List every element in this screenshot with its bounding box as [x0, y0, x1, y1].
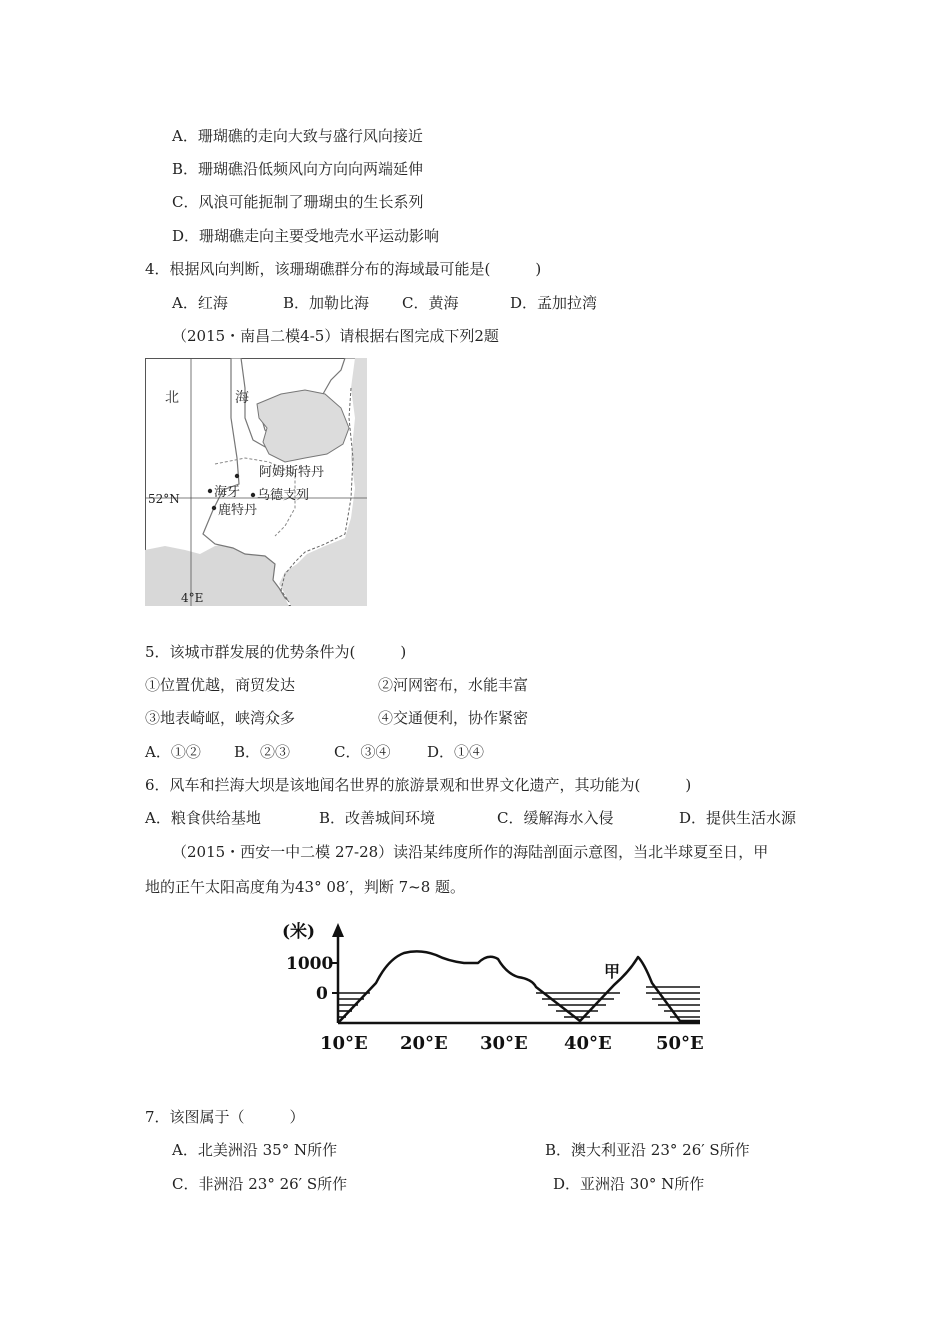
q4-option-c: C．黄海: [402, 294, 459, 312]
intro-xian-line1: （2015・西安一中二模 27-28）读沿某纬度所作的海陆剖面示意图，当北半球夏至日，甲: [172, 843, 769, 861]
q5-item-4: ④交通便利，协作紧密: [378, 709, 529, 727]
land-sea-profile-diagram: [280, 915, 710, 1055]
profile-x-tick-30e: 30°E: [480, 1033, 528, 1054]
q5-item-3: ③地表崎岖，峡湾众多: [145, 709, 296, 727]
q7-option-c: C．非洲沿 23° 26′ S所作: [172, 1175, 348, 1193]
profile-x-tick-50e: 50°E: [656, 1033, 704, 1054]
map-label-lat: 52°N: [148, 492, 180, 506]
q3-option-d: D．珊瑚礁走向主要受地壳水平运动影响: [172, 227, 440, 245]
profile-x-tick-40e: 40°E: [564, 1033, 612, 1054]
profile-x-tick-20e: 20°E: [400, 1033, 448, 1054]
q3-option-b: B．珊瑚礁沿低频风向方向向两端延伸: [172, 160, 424, 178]
hague-dot: [208, 489, 212, 493]
intro-xian-line2: 地的正午太阳高度角为43° 08′，判断 7~8 题。: [145, 878, 466, 896]
q7-option-a: A．北美洲沿 35° N所作: [172, 1141, 338, 1159]
map-label-lon: 4°E: [181, 591, 204, 605]
q6-option-c: C．缓解海水入侵: [497, 809, 614, 827]
q5-item-1: ①位置优越，商贸发达: [145, 676, 296, 694]
profile-x-tick-10e: 10°E: [320, 1033, 368, 1054]
utrecht-dot: [251, 493, 255, 497]
intro-nanchang: （2015・南昌二模4-5）请根据右图完成下列2题: [172, 327, 499, 345]
map-label-rotterdam: 鹿特丹: [218, 503, 258, 518]
q5-stem: 5．该城市群发展的优势条件为( ): [145, 643, 407, 661]
map-label-utrecht: 乌德支列: [257, 488, 310, 503]
q7-option-b: B．澳大利亚沿 23° 26′ S所作: [545, 1141, 750, 1159]
q4-option-d: D．孟加拉湾: [510, 294, 598, 312]
profile-point-label: 甲: [604, 962, 621, 981]
q7-stem: 7．该图属于（ ）: [145, 1108, 305, 1126]
rotterdam-dot: [212, 506, 216, 510]
q5-option-a: A．①②: [145, 743, 201, 761]
map-label-amsterdam: 阿姆斯特丹: [259, 465, 325, 480]
q6-option-a: A．粮食供给基地: [145, 809, 261, 827]
q3-option-a: A．珊瑚礁的走向大致与盛行风向接近: [172, 127, 423, 145]
q4-stem: 4．根据风向判断，该珊瑚礁群分布的海域最可能是( ): [145, 260, 542, 278]
q5-option-c: C．③④: [334, 743, 391, 761]
q7-option-d: D．亚洲沿 30° N所作: [553, 1175, 705, 1193]
q4-option-b: B．加勒比海: [283, 294, 370, 312]
q3-option-c: C．风浪可能扼制了珊瑚虫的生长系列: [172, 193, 424, 211]
q5-option-d: D．①④: [427, 743, 485, 761]
q6-option-b: B．改善城间环境: [319, 809, 436, 827]
q6-stem: 6．风车和拦海大坝是该地闻名世界的旅游景观和世界文化遗产，其功能为( ): [145, 776, 692, 794]
map-label-sea: 海: [235, 390, 249, 406]
map-label-north: 北: [165, 390, 179, 406]
netherlands-map: [145, 358, 367, 606]
q5-option-b: B．②③: [234, 743, 291, 761]
profile-unit-label: (米): [282, 922, 316, 942]
profile-y-tick-1000: 1000: [286, 954, 334, 974]
q4-option-a: A．红海: [172, 294, 228, 312]
map-label-hague: 海牙: [214, 485, 241, 500]
profile-y-tick-0: 0: [316, 984, 328, 1004]
amsterdam-dot: [235, 474, 239, 478]
q5-item-2: ②河网密布，水能丰富: [378, 676, 529, 694]
q6-option-d: D．提供生活水源: [679, 809, 797, 827]
